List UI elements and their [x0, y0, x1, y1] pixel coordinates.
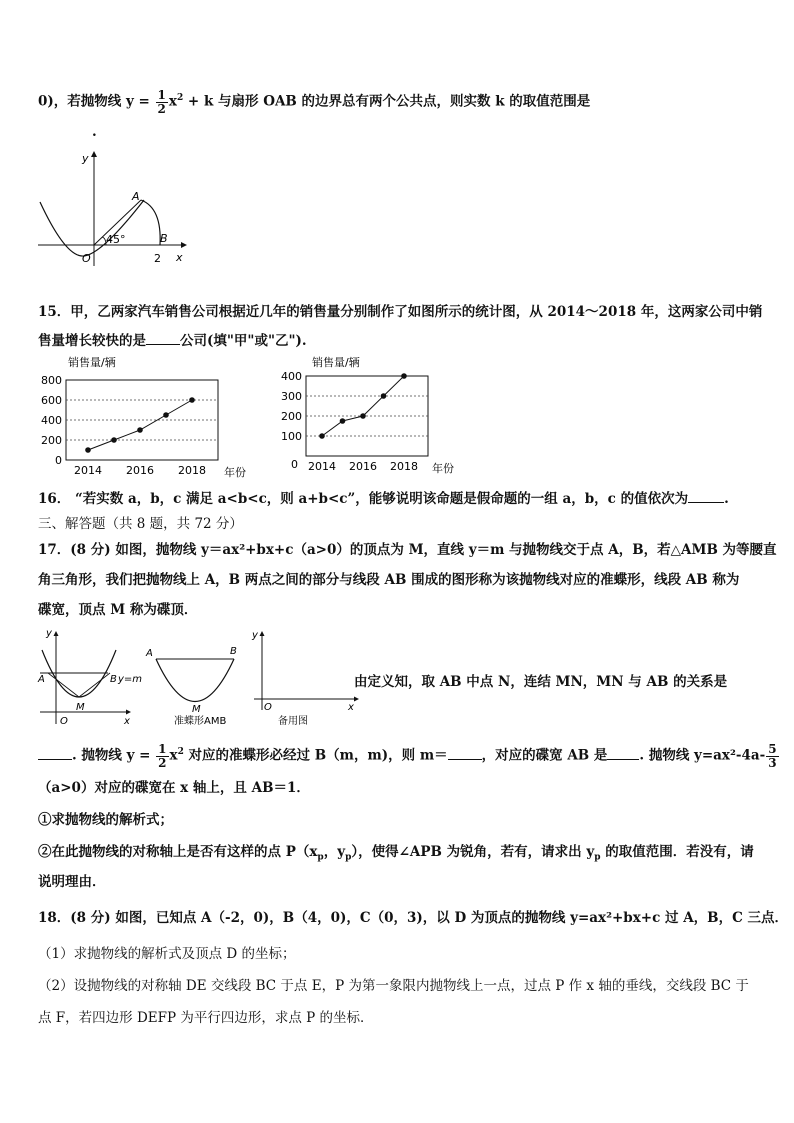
q14-text-prefix: 0)，若抛物线 y =	[38, 93, 150, 110]
q17-line1: 17．(8 分) 如图，抛物线 y＝ax²+bx+c（a>0）的顶点为 M，直线 y＝m 与抛物线交于点 A，B，若△AMB 为等腰直	[38, 542, 777, 558]
q17-frac2-num: 5	[768, 741, 777, 756]
chart1-ytick-label: 600	[41, 394, 62, 407]
q17-f1-O: O	[60, 716, 68, 727]
q17-line5-d: ，对应的碟宽 AB 是	[481, 747, 608, 764]
chart1-title: 销售量/辆	[68, 356, 116, 369]
q17-figures	[34, 626, 364, 730]
q14-fraction	[156, 89, 168, 116]
q17-f1-x: x	[124, 716, 130, 727]
q14-A-label: A	[132, 190, 140, 203]
q15-line2-pre: 售量增长较快的是	[38, 333, 146, 349]
chart-jia	[30, 352, 266, 478]
q17-line5	[38, 738, 780, 770]
q17-f1-y: y	[46, 628, 52, 639]
q17-frac2-den: 3	[768, 755, 777, 770]
q14-O-label: O	[82, 252, 91, 265]
chart2-ytick-label: 300	[281, 390, 302, 403]
chart1-point	[137, 427, 143, 433]
q17-f2-M: M	[192, 704, 201, 715]
q16-answer-blank[interactable]	[688, 488, 724, 503]
q17-line2: 角三角形，我们把抛物线上 A，B 两点之间的部分与线段 AB 围成的图形称为该抛物线对应的准蝶形，线段 AB 称为	[38, 572, 740, 588]
q17-blank-ab[interactable]	[607, 745, 639, 760]
q18-sub2-line2: 点 F，若四边形 DEFP 为平行四边形，求点 P 的坐标．	[38, 1010, 374, 1026]
q17-f2-B: B	[230, 646, 237, 657]
q14-y-label: y	[82, 152, 89, 165]
chart1-xlabel: 年份	[224, 466, 246, 478]
q14-text-mid: + k 与扇形 OAB 的边界总有两个公共点，则实数 k 的取值范围是	[183, 93, 591, 110]
q17-f1-B: B	[110, 674, 117, 685]
chart2-xtick-label: 2016	[349, 460, 377, 473]
q17-frac1-den: 2	[158, 755, 167, 770]
q17-line3: 碟宽，顶点 M 称为碟顶．	[38, 602, 198, 618]
q14-frac-den: 2	[157, 101, 166, 116]
q17-frac2	[766, 743, 778, 770]
q18-sub2-line1: （2）设抛物线的对称轴 DE 交线段 BC 于点 E，P 为第一象限内抛物线上一点，过点 P 作 x 轴的垂线，交线段 BC 于	[38, 978, 749, 994]
q17-f1-MB	[79, 673, 110, 697]
q14-parabola	[40, 200, 144, 256]
chart2-series-line	[322, 376, 404, 436]
q17-sub2-c: ），使得∠APB 为锐角，若有，请求出 y	[351, 844, 595, 860]
q17-f2-A: A	[146, 648, 153, 659]
q17-line6: （a>0）对应的碟宽在 x 轴上，且 AB＝1．	[38, 780, 310, 796]
chart2-point	[360, 413, 366, 419]
q14-x: x	[168, 93, 177, 110]
q17-f1-line-label: y=m	[118, 674, 143, 685]
q16-post: .	[724, 491, 729, 507]
q17-f2-caption: 准蝶形AMB	[174, 716, 227, 727]
q17-blank-mn[interactable]	[38, 745, 72, 760]
q14-dot: .	[92, 124, 97, 140]
q17-sub2	[38, 842, 754, 868]
q17-f3-caption: 备用图	[278, 716, 308, 727]
chart1-series-line	[88, 400, 192, 450]
q17-line5-a: . 抛物线 y =	[72, 747, 151, 764]
chart2-point	[319, 433, 325, 439]
chart1-ytick-label: 400	[41, 414, 62, 427]
chart2-ytick-label: 200	[281, 410, 302, 423]
q17-line5-e: . 抛物线 y=ax²-4a-	[639, 747, 766, 764]
chart2-xlabel: 年份	[432, 462, 454, 475]
chart1-point	[85, 447, 91, 453]
chart2-title: 销售量/辆	[312, 356, 360, 369]
q16-text: 16． “若实数 a，b，c 满足 a<b<c，则 a+b<c”，能够说明该命题是假命题的一组 a，b，c 的值依次为	[38, 491, 689, 507]
chart1-ytick-label: 200	[41, 434, 62, 447]
chart2-xtick-label: 2018	[390, 460, 418, 473]
q17-sub2-p2: p	[345, 852, 352, 863]
q17-f1-M: M	[76, 702, 85, 713]
chart2-point	[340, 418, 346, 424]
q17-sub2-a: ②在此抛物线的对称轴上是否有这样的点 P（x	[38, 844, 318, 860]
chart1-point	[111, 437, 117, 443]
q17-frac1-num: 1	[158, 741, 167, 756]
q15-answer-blank[interactable]	[146, 330, 180, 345]
q17-line5-c: 对应的准蝶形必经过 B（m，m)，则 m＝	[183, 747, 448, 764]
chart2-xtick-label: 2014	[308, 460, 336, 473]
q14-frac-num: 1	[157, 87, 166, 102]
chart1-xtick-label: 2014	[74, 464, 102, 477]
chart-yi	[276, 352, 466, 478]
q15-line2	[38, 330, 307, 351]
chart2-ytick-label: 100	[281, 430, 302, 443]
chart1-ytick-label: 0	[55, 454, 62, 467]
q14-two-label: 2	[154, 252, 161, 265]
q17-f2-parabola	[156, 659, 234, 702]
q14-sq: 2	[176, 93, 184, 103]
q17-sub2-line2: 说明理由．	[38, 874, 106, 890]
q17-line5-x: x	[169, 747, 178, 764]
q18-sub1: （1）求抛物线的解析式及顶点 D 的坐标；	[38, 946, 296, 962]
chart1-point	[163, 412, 169, 418]
chart2-origin-label: 0	[291, 458, 298, 471]
q14-figure	[36, 148, 196, 270]
chart2-point	[381, 393, 387, 399]
q14-B-label: B	[160, 232, 168, 245]
q17-sub2-b: ，y	[323, 844, 346, 860]
q17-sub1: ①求抛物线的解析式；	[38, 812, 173, 828]
chart1-xtick-label: 2016	[126, 464, 154, 477]
q17-right-text: 由定义知，取 AB 中点 N，连结 MN，MN 与 AB 的关系是	[354, 674, 728, 690]
chart2-point	[401, 373, 407, 379]
q15-line2-post: 公司(填"甲"或"乙").	[180, 333, 307, 349]
q17-f3-x: x	[348, 702, 354, 713]
q17-sub2-p1: p	[317, 852, 324, 863]
chart1-xtick-label: 2018	[178, 464, 206, 477]
q17-sub2-d: 的取值范围．若没有，请	[600, 844, 754, 860]
q17-line5-sq: 2	[177, 747, 184, 757]
chart1-point	[189, 397, 195, 403]
q18-line1: 18．(8 分) 如图，已知点 A（-2，0)，B（4，0)，C（0，3)，以 D 为顶点的抛物线 y=ax²+bx+c 过 A，B，C 三点．	[38, 910, 789, 926]
chart2-ytick-label: 400	[281, 370, 302, 383]
q17-frac1	[156, 743, 168, 770]
q15-line1: 15．甲，乙两家汽车销售公司根据近几年的销售量分别制作了如图所示的统计图，从 2014～2018 年，这两家公司中销	[38, 304, 763, 320]
q17-f1-A: A	[38, 674, 45, 685]
q17-f1-MA	[48, 673, 79, 697]
q14-arc-AB	[141, 200, 160, 245]
q17-f3-y: y	[252, 630, 258, 641]
q17-f3-O: O	[264, 702, 272, 713]
q14-angle-label: 45°	[106, 233, 126, 246]
q14-x-label: x	[176, 251, 183, 264]
chart1-ytick-label: 800	[41, 374, 62, 387]
q16-line	[38, 488, 729, 509]
q17-sub2-p3: p	[594, 852, 601, 863]
q17-blank-m[interactable]	[448, 745, 482, 760]
section3-heading: 三、解答题（共 8 题，共 72 分）	[38, 516, 243, 532]
q14-line	[38, 88, 590, 116]
